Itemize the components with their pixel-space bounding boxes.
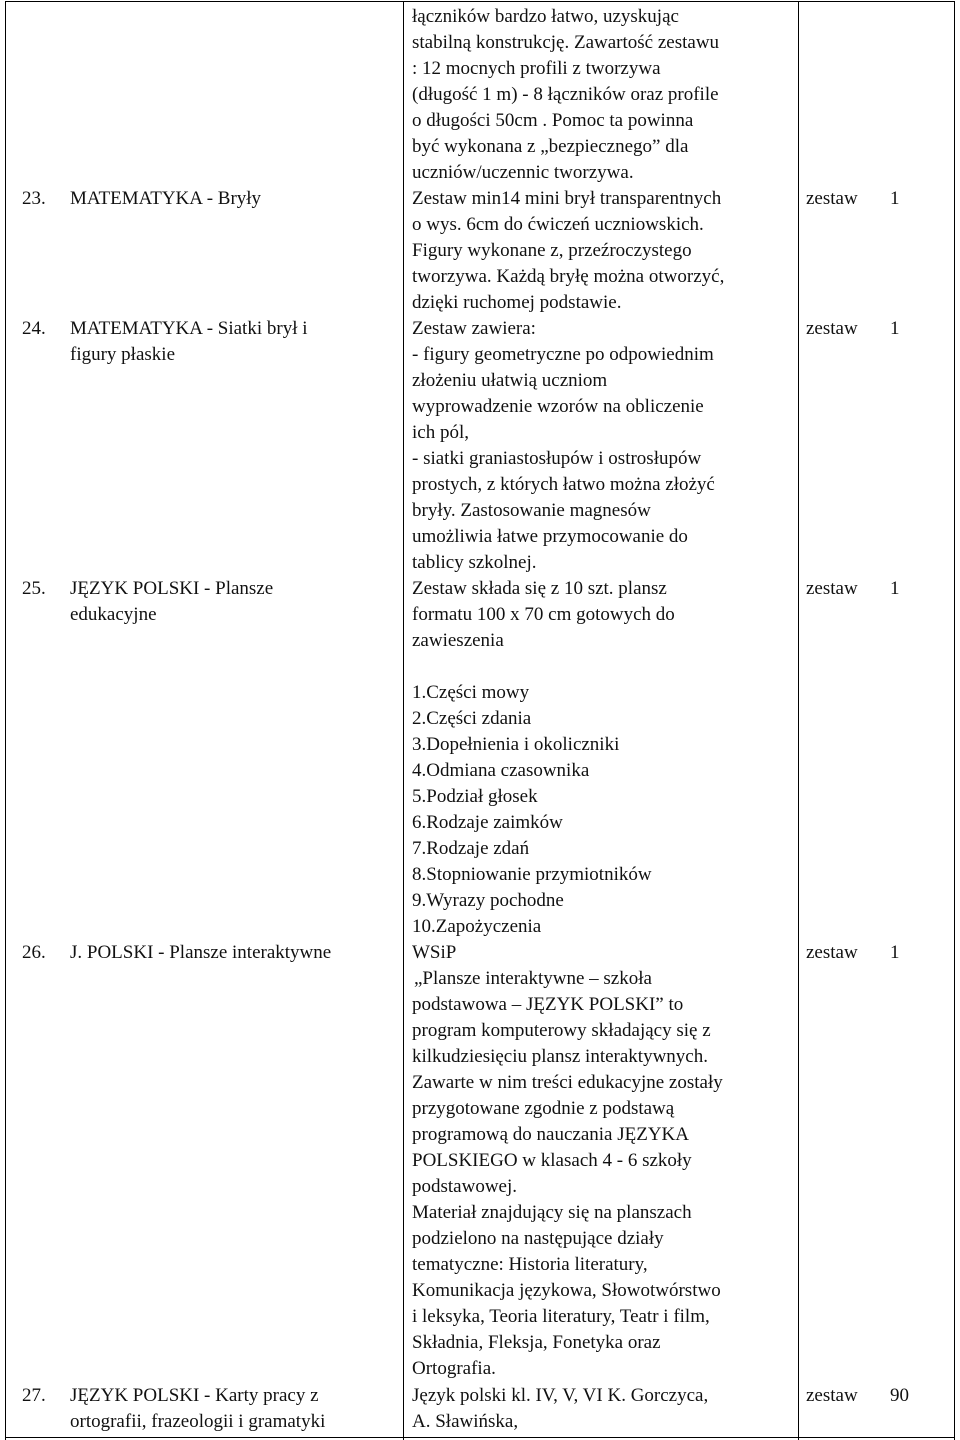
text-line: wyprowadzenie wzorów na obliczenie: [412, 396, 704, 417]
item-quantity: 90: [890, 1385, 909, 1406]
text-line: podzielono na następujące działy: [412, 1228, 664, 1249]
text-line: podstawowej.: [412, 1176, 518, 1197]
text-line: Figury wykonane z, przeźroczystego: [412, 240, 692, 261]
text-line: programową do nauczania JĘZYKA: [412, 1124, 689, 1145]
list-item: 2.Części zdania: [412, 708, 532, 729]
text-line: Zestaw min14 mini brył transparentnych: [412, 188, 722, 209]
item-quantity: 1: [890, 318, 900, 339]
text-line: tworzywa. Każdą bryłę można otworzyć,: [412, 266, 725, 287]
table-column-divider: [403, 1, 404, 1440]
item-unit: zestaw: [806, 318, 858, 339]
text-line: zawieszenia: [412, 630, 504, 651]
text-line: Zestaw składa się z 10 szt. plansz: [412, 578, 667, 599]
item-name: [70, 1383, 390, 1435]
list-item: 6.Rodzaje zaimków: [412, 812, 563, 833]
list-item: 8.Stopniowanie przymiotników: [412, 864, 652, 885]
item-description: [412, 576, 797, 654]
text-line: edukacyjne: [70, 604, 157, 625]
text-line: Ortografia.: [412, 1358, 496, 1379]
table-column-divider: [798, 1, 799, 1440]
text-line: ich pól,: [412, 422, 469, 443]
text-line: i leksyka, Teoria literatury, Teatr i film,: [412, 1306, 710, 1327]
text-line: prostych, z których łatwo można złożyć: [412, 474, 715, 495]
row-number: 24.: [22, 318, 46, 339]
text-line: : 12 mocnych profili z tworzywa: [412, 58, 661, 79]
text-line: złożeniu ułatwią uczniom: [412, 370, 608, 391]
table-border-right: [954, 1, 955, 1440]
row-number: 26.: [22, 942, 46, 963]
item-unit: zestaw: [806, 188, 858, 209]
row-number: 25.: [22, 578, 46, 599]
list-item: 9.Wyrazy pochodne: [412, 890, 564, 911]
item-quantity: 1: [890, 578, 900, 599]
list-item: 4.Odmiana czasownika: [412, 760, 590, 781]
text-line: program komputerowy składający się z: [412, 1020, 711, 1041]
text-line: MATEMATYKA - Bryły: [70, 188, 262, 209]
continued-description: [412, 4, 797, 186]
row-number: 27.: [22, 1385, 46, 1406]
text-line: - siatki graniastosłupów i ostrosłupów: [412, 448, 702, 469]
list-item: 3.Dopełnienia i okoliczniki: [412, 734, 620, 755]
text-line: ortografii, frazeologii i gramatyki: [70, 1411, 326, 1432]
text-line: A. Sławińska,: [412, 1411, 519, 1432]
text-line: MATEMATYKA - Siatki brył i: [70, 318, 308, 339]
text-line: umożliwia łatwe przymocowanie do: [412, 526, 688, 547]
text-line: o wys. 6cm do ćwiczeń uczniowskich.: [412, 214, 704, 235]
text-line: „Plansze interaktywne – szkoła: [414, 968, 652, 989]
item-unit: zestaw: [806, 942, 858, 963]
item-description: [412, 186, 797, 316]
text-line: łączników bardzo łatwo, uzyskując: [412, 6, 679, 27]
text-line: Język polski kl. IV, V, VI K. Gorczyca,: [412, 1385, 709, 1406]
text-line: Materiał znajdujący się na planszach: [412, 1202, 692, 1223]
text-line: stabilną konstrukcję. Zawartość zestawu: [412, 32, 720, 53]
text-line: być wykonana z „bezpiecznego” dla: [412, 136, 689, 157]
item-description: [412, 316, 797, 576]
table-border-top: [5, 1, 955, 2]
item-quantity: 1: [890, 188, 900, 209]
text-line: JĘZYK POLSKI - Plansze: [70, 578, 274, 599]
list-item: 1.Części mowy: [412, 682, 530, 703]
item-unit: zestaw: [806, 1385, 858, 1406]
text-line: formatu 100 x 70 cm gotowych do: [412, 604, 675, 625]
text-line: - figury geometryczne po odpowiednim: [412, 344, 714, 365]
table-border-left: [5, 1, 6, 1440]
text-line: przygotowane zgodnie z podstawą: [412, 1098, 675, 1119]
list-item: 7.Rodzaje zdań: [412, 838, 530, 859]
text-line: POLSKIEGO w klasach 4 - 6 szkoły: [412, 1150, 692, 1171]
text-line: dzięki ruchomej podstawie.: [412, 292, 622, 313]
text-line: J. POLSKI - Plansze interaktywne: [70, 942, 332, 963]
list-item: 5.Podział głosek: [412, 786, 538, 807]
item-name: [70, 940, 390, 966]
text-line: tablicy szkolnej.: [412, 552, 537, 573]
text-line: Komunikacja językowa, Słowotwórstwo: [412, 1280, 721, 1301]
item-description: [412, 1383, 797, 1435]
text-line: JĘZYK POLSKI - Karty pracy z: [70, 1385, 319, 1406]
poster-list: [412, 680, 797, 940]
text-line: kilkudziesięciu plansz interaktywnych.: [412, 1046, 708, 1067]
item-quantity: 1: [890, 942, 900, 963]
item-unit: zestaw: [806, 578, 858, 599]
list-item: 10.Zapożyczenia: [412, 916, 542, 937]
item-name: [70, 186, 390, 212]
text-line: (długość 1 m) - 8 łączników oraz profile: [412, 84, 719, 105]
row-number: 23.: [22, 188, 46, 209]
text-line: o długości 50cm . Pomoc ta powinna: [412, 110, 694, 131]
text-line: Zawarte w nim treści edukacyjne zostały: [412, 1072, 723, 1093]
item-name: [70, 576, 390, 628]
text-line: bryły. Zastosowanie magnesów: [412, 500, 651, 521]
text-line: WSiP: [412, 942, 457, 963]
text-line: Składnia, Fleksja, Fonetyka oraz: [412, 1332, 661, 1353]
text-line: figury płaskie: [70, 344, 176, 365]
item-description: [412, 940, 797, 1382]
text-line: podstawowa – JĘZYK POLSKI” to: [412, 994, 684, 1015]
table-border-bottom: [5, 1437, 955, 1438]
text-line: uczniów/uczennic tworzywa.: [412, 162, 634, 183]
item-name: [70, 316, 390, 368]
text-line: tematyczne: Historia literatury,: [412, 1254, 648, 1275]
text-line: Zestaw zawiera:: [412, 318, 536, 339]
